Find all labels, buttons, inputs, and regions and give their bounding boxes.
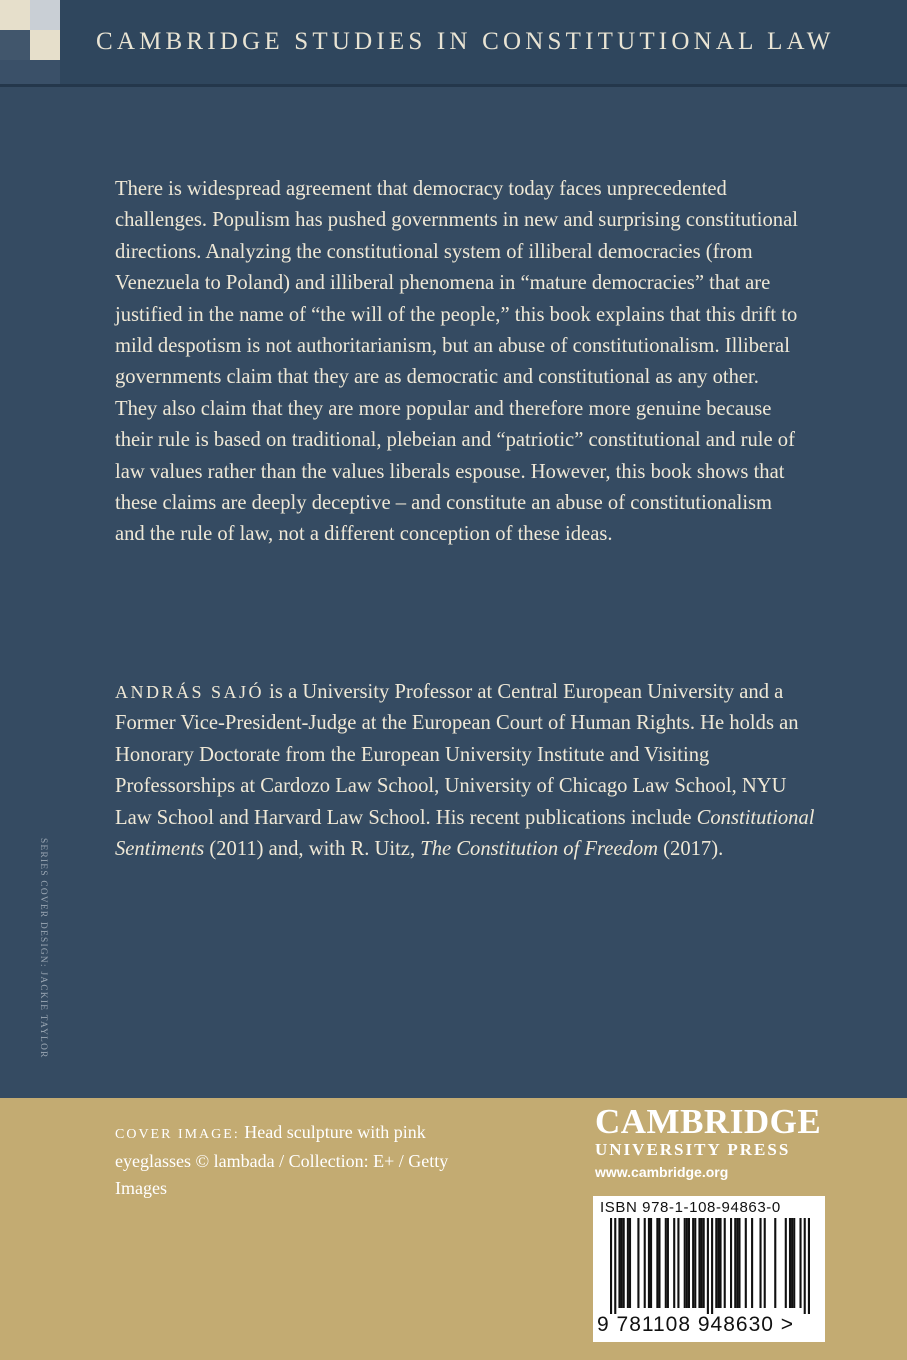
barcode-bar — [623, 1218, 625, 1308]
barcode-bar — [703, 1218, 705, 1308]
barcode-bar — [688, 1218, 690, 1308]
series-design-credit — [36, 838, 52, 1098]
cover-image-label: COVER IMAGE: — [115, 1127, 240, 1142]
barcode-bar — [614, 1218, 616, 1314]
barcode-bar — [745, 1218, 747, 1308]
book-blurb: There is widespread agreement that democracy today faces unprecedented challenges. Populism has pushed governments in new and surprising constitutional directions. Analyzing the constitutional system of illiberal democracies (from Venezuela to Poland) and illiberal phenomena in “mature democracies” that are justified in the name of “the will of the people,” this book explains that this drift to mild despotism is not authoritarianism, but an abuse of constitutionalism. Illiberal governments claim that they are as democratic and constitutional as any other. They also claim that they are more popular and therefore more genuine because their rule is based on traditional, plebeian and “patriotic” constitutional and rule of law values rather than the values liberals espouse. However, this book shows that these claims are deeply deceptive – and constitute an abuse of constitutionalism and the rule of law, not a different conception of these ideas. — [115, 178, 798, 546]
barcode-bar — [730, 1218, 732, 1308]
barcode-bar — [629, 1218, 631, 1308]
barcode-bar — [618, 1218, 620, 1308]
barcode-bar — [650, 1218, 652, 1308]
barcode-bar — [751, 1218, 753, 1308]
barcode-digits: 9 781108 948630 > — [597, 1313, 795, 1336]
series-title: CAMBRIDGE STUDIES IN CONSTITUTIONAL LAW — [96, 28, 835, 55]
barcode-bar — [791, 1218, 793, 1308]
publisher-name: CAMBRIDGE — [595, 1102, 822, 1141]
barcode-bar — [677, 1218, 679, 1308]
isbn-label: ISBN 978-1-108-94863-0 — [600, 1199, 781, 1216]
cover-image-text: Head sculpture with pink eyeglasses © lambada / Collection: E+ / Getty Images — [115, 1122, 449, 1198]
barcode-bar — [736, 1218, 738, 1308]
barcode-bar — [734, 1218, 736, 1308]
barcode-bar — [774, 1218, 776, 1308]
barcode-bar — [667, 1218, 669, 1308]
barcode-bar — [673, 1218, 675, 1308]
barcode-bar — [759, 1218, 761, 1308]
barcode-bar — [804, 1218, 806, 1314]
barcode-bar — [789, 1218, 791, 1308]
barcode-bar — [694, 1218, 696, 1308]
barcode-bar — [658, 1218, 660, 1308]
barcode-bar — [785, 1218, 787, 1308]
publisher-website: www.cambridge.org — [595, 1164, 729, 1180]
publisher-logo — [595, 1104, 835, 1180]
barcode-bar — [648, 1218, 650, 1308]
barcode-bar — [656, 1218, 658, 1308]
header-square-bottom — [0, 60, 60, 84]
author-bio-part-3: (2017). — [658, 838, 724, 861]
cover-image-credit — [115, 1119, 475, 1202]
barcode-bar — [719, 1218, 721, 1308]
header-square-mid — [30, 0, 60, 30]
barcode-bar — [764, 1218, 766, 1308]
barcode-bar — [627, 1218, 629, 1308]
book-title-2: The Constitution of Freedom — [420, 838, 659, 861]
barcode-bar — [610, 1218, 612, 1314]
barcode-bar — [665, 1218, 667, 1308]
header-divider — [0, 84, 907, 87]
barcode-bar — [738, 1218, 740, 1308]
barcode-bar — [808, 1218, 810, 1314]
series-header-band — [0, 0, 907, 84]
barcode-bar — [799, 1218, 801, 1308]
barcode-bar — [644, 1218, 646, 1308]
barcode-bar — [637, 1218, 639, 1308]
author-bio-part-2: (2011) and, with R. Uitz, — [204, 838, 421, 861]
header-square-dark — [0, 30, 30, 60]
barcode-bar — [698, 1218, 700, 1308]
barcode-bar — [701, 1218, 703, 1308]
barcode-bars — [610, 1218, 810, 1314]
barcode-bar — [692, 1218, 694, 1308]
series-design-credit-text: SERIES COVER DESIGN: JACKIE TAYLOR — [38, 838, 48, 1059]
barcode-bar — [793, 1218, 795, 1308]
book-title-1: Constitutional Sentiments — [115, 806, 815, 861]
barcode-bar — [621, 1218, 623, 1308]
barcode-bar — [686, 1218, 688, 1308]
author-bio — [115, 677, 815, 865]
barcode-panel — [593, 1196, 825, 1342]
publisher-subtitle: UNIVERSITY PRESS — [595, 1140, 791, 1159]
barcode-bar — [711, 1218, 713, 1314]
header-square-light-2 — [30, 30, 60, 60]
barcode-bar — [707, 1218, 709, 1314]
barcode-bar — [724, 1218, 726, 1308]
header-square-light — [0, 0, 30, 30]
barcode-bar — [684, 1218, 686, 1308]
barcode-bar — [717, 1218, 719, 1308]
barcode-bar — [715, 1218, 717, 1308]
author-bio-part-1: is a University Professor at Central European University and a Former Vice-President-Judge at the European Court of Human Rights. He holds an Honorary Doctorate from the European University Institute and Visiting Professorships at Cardozo Law School, University of Chicago Law School, NYU Law School and Harvard Law School. His recent publications include — [115, 681, 799, 829]
author-name: ANDRÁS SAJÓ — [115, 682, 265, 702]
